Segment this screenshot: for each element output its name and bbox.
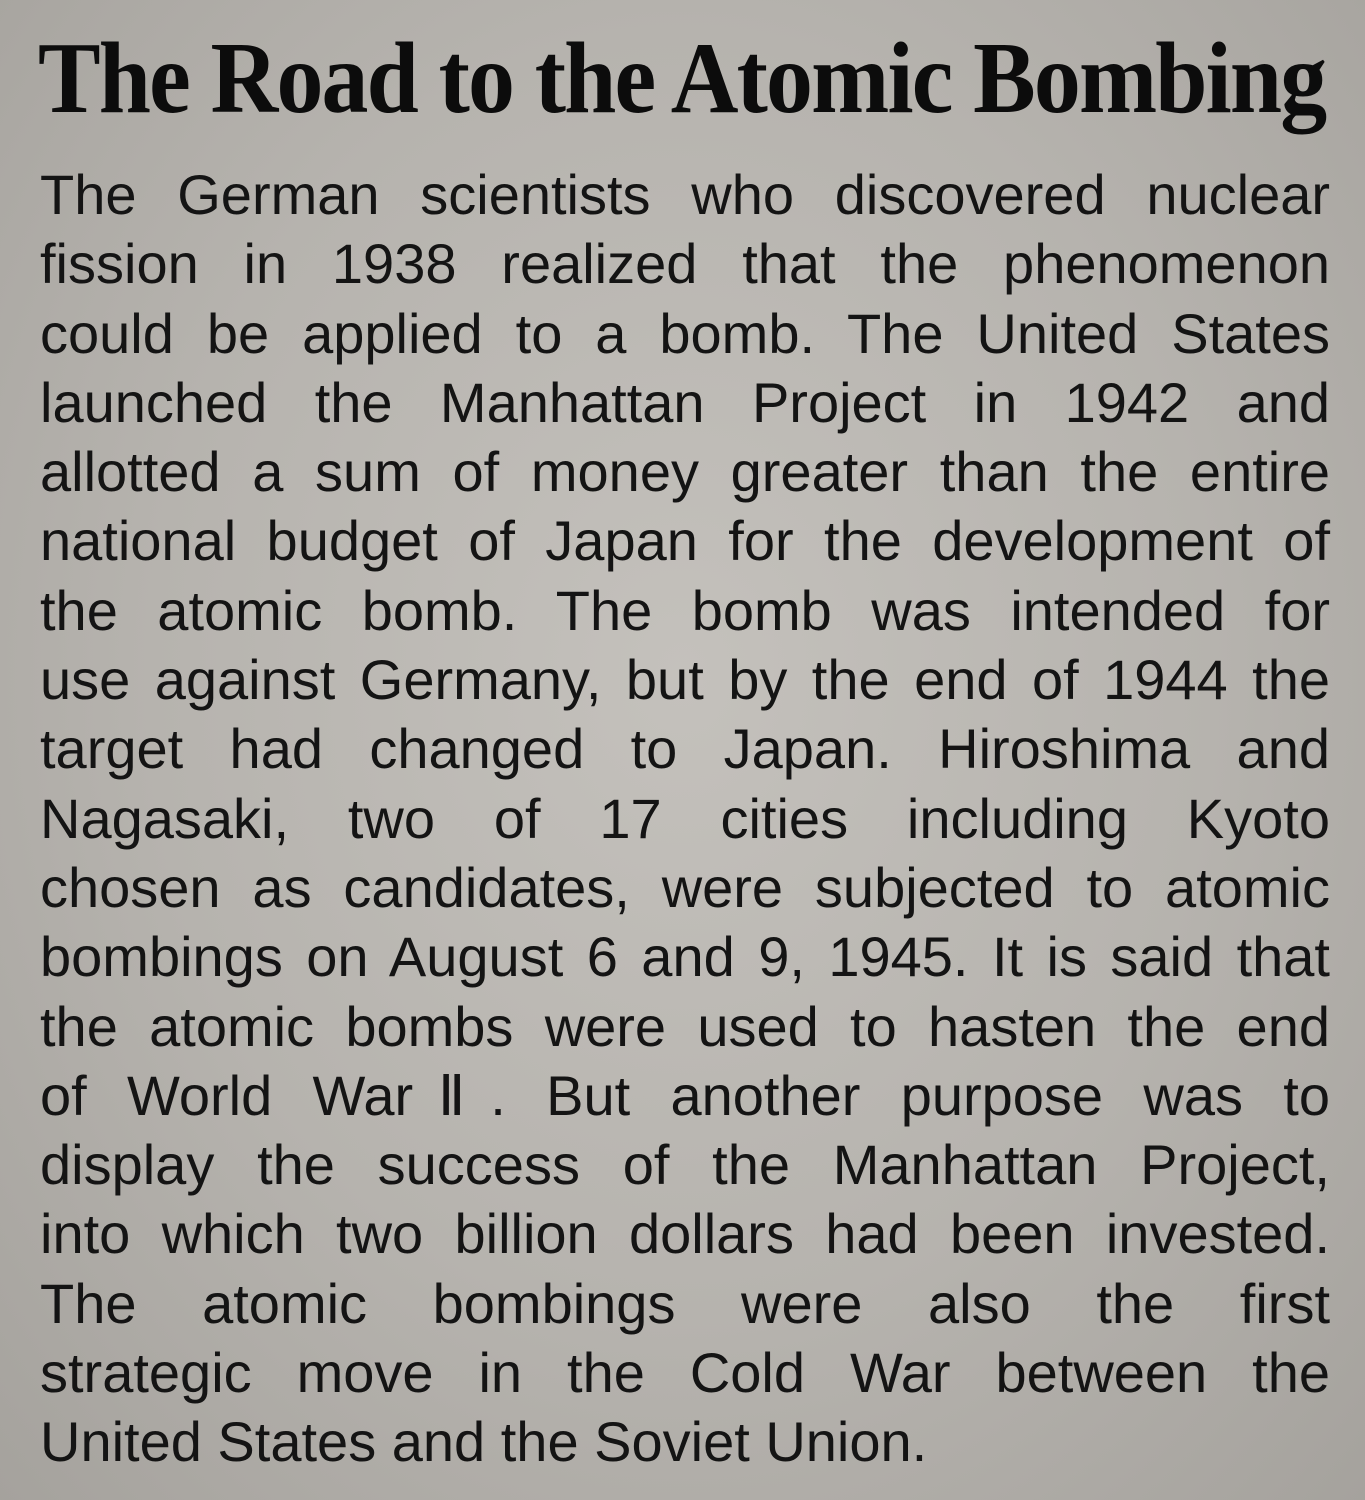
body-line: use against Germany, but by the end of 1944 the xyxy=(40,648,1330,712)
body-line: of World WarⅡ. But another purpose was to xyxy=(40,1063,1330,1127)
body-line: chosen as candidates, were subjected to atomic xyxy=(40,855,1330,919)
body-line: Nagasaki, two of 17 cities including Kyoto xyxy=(40,786,1330,850)
body-line: national budget of Japan for the development of xyxy=(40,509,1330,573)
body-line: strategic move in the Cold War between the xyxy=(40,1341,1330,1405)
body-line: fission in 1938 realized that the phenomenon xyxy=(40,232,1330,296)
body-line: The atomic bombings were also the first xyxy=(40,1271,1330,1335)
body-line: bombings on August 6 and 9, 1945. It is said that xyxy=(40,925,1330,989)
panel-body-text xyxy=(40,160,1330,1477)
body-line: United States and the Soviet Union. xyxy=(40,1410,928,1474)
panel-title: The Road to the Atomic Bombing xyxy=(38,22,1326,135)
body-line: into which two billion dollars had been invested. xyxy=(40,1202,1330,1266)
body-line: the atomic bomb. The bomb was intended for xyxy=(40,578,1330,642)
body-line: The German scientists who discovered nuclear xyxy=(40,163,1330,226)
body-line: the atomic bombs were used to hasten the end xyxy=(40,994,1330,1058)
body-line: target had changed to Japan. Hiroshima and xyxy=(40,717,1330,781)
body-line: display the success of the Manhattan Project, xyxy=(40,1133,1330,1197)
body-line: could be applied to a bomb. The United States xyxy=(40,301,1330,365)
body-line: launched the Manhattan Project in 1942 and xyxy=(40,370,1330,434)
body-line: allotted a sum of money greater than the entire xyxy=(40,440,1330,504)
